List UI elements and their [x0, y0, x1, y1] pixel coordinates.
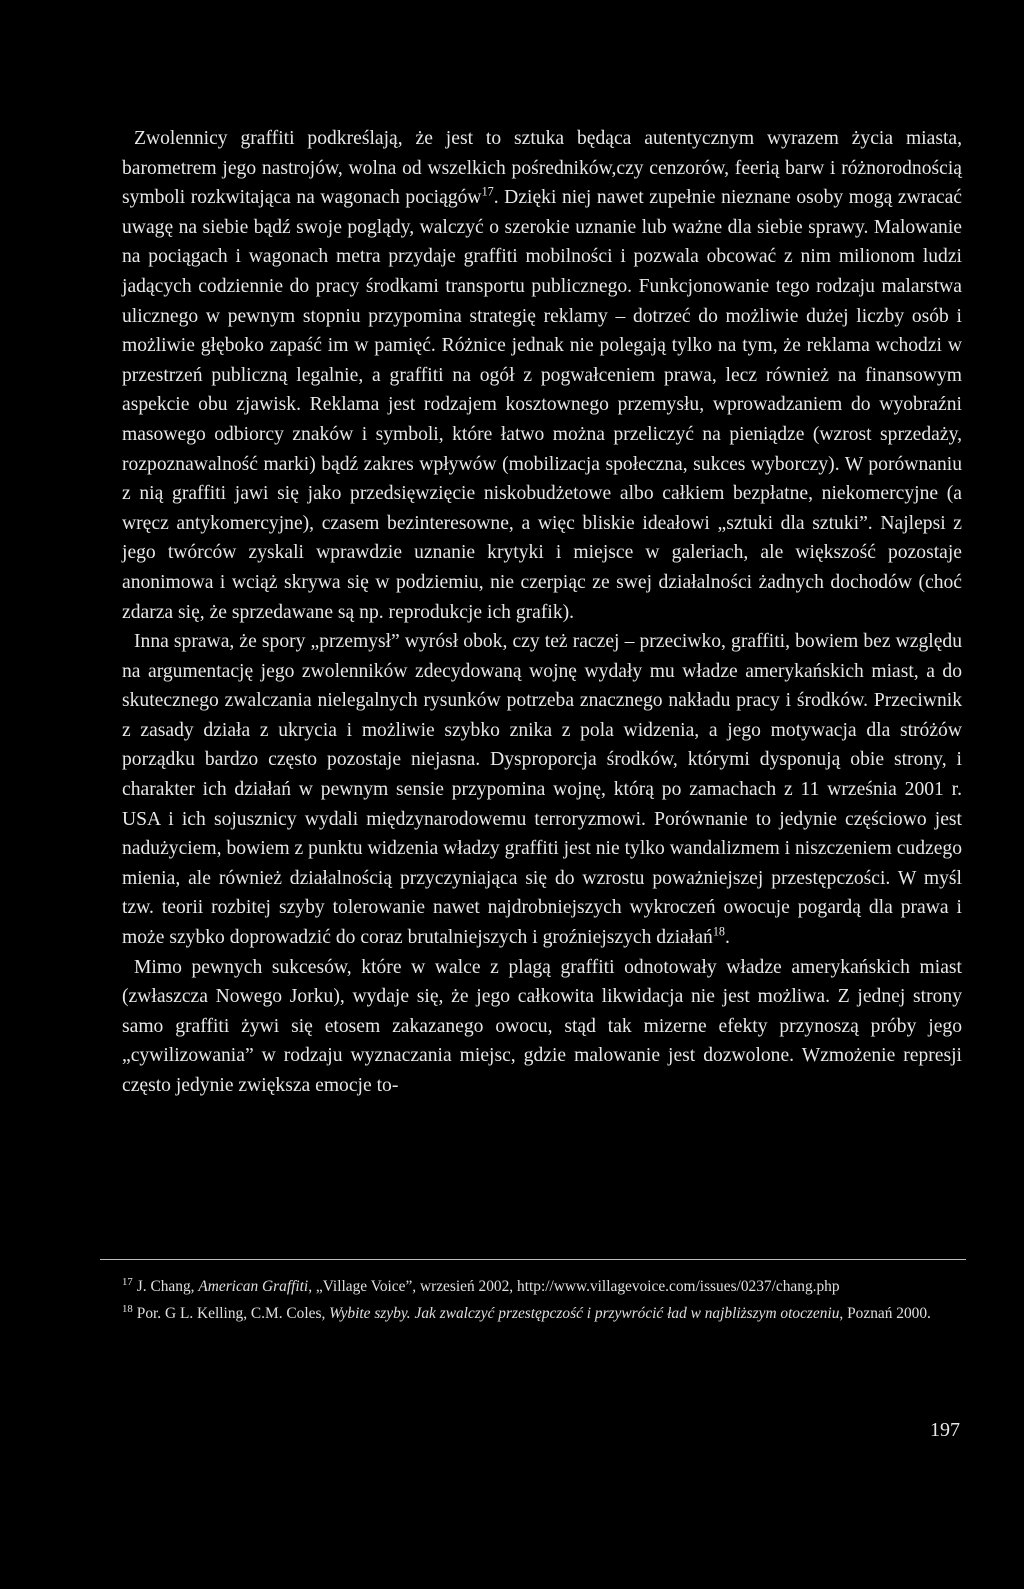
page-number: 197	[930, 1419, 960, 1441]
footnote	[122, 1276, 962, 1298]
footnote-separator	[100, 1259, 966, 1260]
footnote-title: Wybite szyby. Jak zwalczyć przestępczość i przywrócić ład w najbliższym otoczeniu	[329, 1305, 840, 1322]
paragraph	[122, 953, 962, 1101]
paragraph-text: Mimo pewnych sukcesów, które w walce z plagą graffiti odnotowały władze amerykańskich miast (zwłaszcza Nowego Jorku), wydaje się, że jego całkowita likwidacja nie jest możliwa. Z jednej strony samo graffiti żywi się etosem zakazanego owocu, stąd tak mizerne efekty przynoszą próby jego „cywilizowania” w rodzaju wyznaczania miejsc, gdzie malowanie jest dozwolone. Wzmożenie represji często jedynie zwiększa emocje to-	[122, 956, 962, 1096]
footnote-text: , Poznań 2000.	[839, 1305, 931, 1322]
footnote	[122, 1303, 962, 1325]
paragraph	[122, 124, 962, 627]
footnote-text: J. Chang,	[136, 1278, 199, 1295]
body-text	[122, 124, 962, 1101]
footnote-reference: 17	[481, 184, 494, 199]
paragraph-text: Inna sprawa, że spory „przemysł” wyrósł obok, czy też raczej – przeciwko, graffiti, bowiem bez względu na argumentację jego zwolenników zdecydowaną wojnę wydały mu władze amerykańskich miast, a do skutecznego zwalczania nielegalnych rysunków potrzeba znacznego nakładu pracy i środków. Przeciwnik z zasady działa z ukrycia i możliwie szybko znika z pola widzenia, a jego motywacja dla stróżów porządku bardzo często pozostaje niejasna. Dysproporcja środków, którymi dysponują obie strony, i charakter ich działań w pewnym sensie przypomina wojnę, którą po zamachach z 11 września 2001 r. USA i ich sojusznicy wydali międzynarodowemu terroryzmowi. Porównanie to jedynie częściowo jest nadużyciem, bowiem z punktu widzenia władzy graffiti jest nie tylko wandalizmem i niszczeniem cudzego mienia, ale również działalnością przyczyniająca się do wzrostu poważniejszej przestępczości. W myśl tzw. teorii rozbitej szyby tolerowanie nawet najdrobniejszych wykroczeń owocuje pogardą dla prawa i może szybko doprowadzić do coraz brutalniejszych i groźniejszych działań	[122, 631, 962, 949]
paragraph-text: .	[725, 927, 730, 949]
footnote-text: , „Village Voice”, wrzesień 2002, http://www.villagevoice.com/issues/0237/chang.php	[308, 1278, 840, 1295]
footnote-text: Por. G L. Kelling, C.M. Coles,	[136, 1305, 330, 1322]
footnote-number: 17	[122, 1275, 133, 1288]
footnote-number: 18	[122, 1302, 133, 1315]
paragraph-text: Zwolennicy graffiti podkreślają, że jest to sztuka będąca autentycznym wyrazem życia miasta, barometrem jego nastrojów, wolna od wszelkich pośredników,czy cenzorów, feerią barw i różnorodnością symboli rozkwitająca na wagonach pociągów	[122, 128, 962, 209]
footnote-reference: 18	[712, 924, 725, 939]
paragraph-text: . Dzięki niej nawet zupełnie nieznane osoby mogą zwracać uwagę na siebie bądź swoje poglądy, walczyć o szerokie uznanie lub ważne dla siebie sprawy. Malowanie na pociągach i wagonach metra przydaje graffiti mobilności i pozwala obcować z nim milionom ludzi jadących codziennie do pracy środkami transportu publicznego. Funkcjonowanie tego rodzaju malarstwa ulicznego w pewnym stopniu przypomina strategię reklamy – dotrzeć do możliwie dużej liczby osób i możliwie głęboko zapaść im w pamięć. Różnice jednak nie polegają tylko na tym, że reklama wchodzi w przestrzeń publiczną legalnie, a graffiti na ogół z pogwałceniem prawa, lecz również na finansowym aspekcie obu zjawisk. Reklama jest rodzajem kosztownego przemysłu, wprowadzaniem do wyobraźni masowego odbiorcy znaków i symboli, które łatwo można przeliczyć na pieniądze (wzrost sprzedaży, rozpoznawalność marki) bądź zakres wpływów (mobilizacja społeczna, sukces wyborczy). W porównaniu z nią graffiti jawi się jako przedsięwzięcie niskobudżetowe albo całkiem bezpłatne, niekomercyjne (a wręcz antykomercyjne), czasem bezinteresowne, a więc bliskie ideałowi „sztuki dla sztuki”. Najlepsi z jego twórców zyskali wprawdzie uznanie krytyki i miejsce w galeriach, ale większość pozostaje anonimowa i wciąż skrywa się w podziemiu, nie czerpiąc ze swej działalności żadnych dochodów (choć zdarza się, że sprzedawane są np. reprodukcje ich grafik).	[122, 187, 962, 623]
footnote-title: American Graffiti	[198, 1278, 309, 1295]
paragraph	[122, 627, 962, 953]
footnotes	[122, 1276, 962, 1330]
